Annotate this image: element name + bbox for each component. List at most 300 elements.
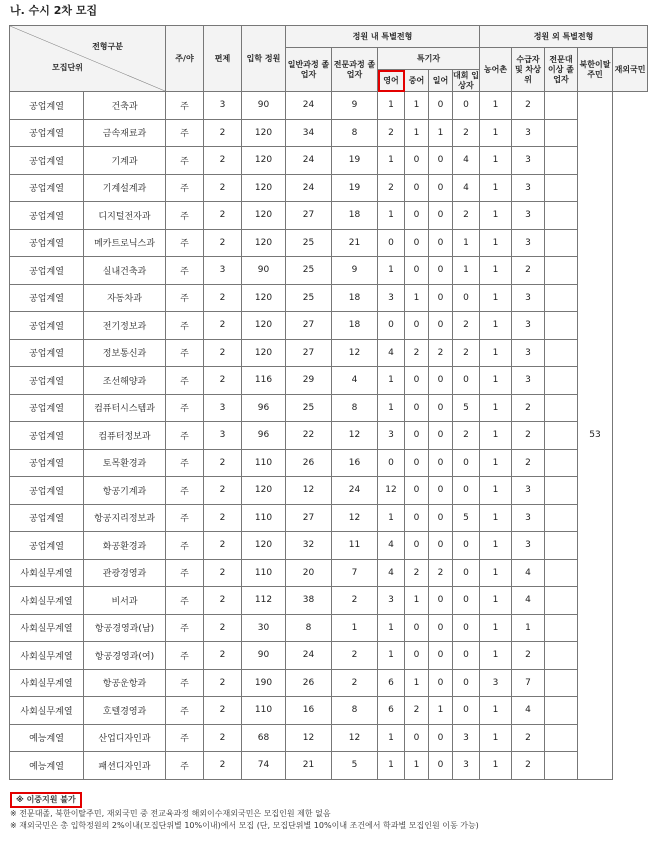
cell-c6: 32 [286,532,332,560]
cell-c2: 금속재료과 [84,119,166,147]
cell-c11: 0 [453,449,480,477]
cell-c9: 2 [405,339,429,367]
cell-c9: 0 [405,367,429,395]
cell-c10: 0 [429,669,453,697]
cell-c1: 예능계열 [10,752,84,780]
cell-c13: 3 [512,532,545,560]
cell-c8: 1 [378,367,405,395]
cell-c10: 0 [429,614,453,642]
cell-c12: 1 [480,752,512,780]
cell-c12: 1 [480,559,512,587]
cell-c10: 0 [429,229,453,257]
cell-c14 [545,477,578,505]
cell-c1: 공업계열 [10,449,84,477]
cell-c10: 2 [429,339,453,367]
cell-c4: 2 [204,174,242,202]
cell-c10: 0 [429,724,453,752]
cell-c4: 2 [204,752,242,780]
cell-c6: 8 [286,614,332,642]
cell-c7: 4 [332,367,378,395]
header-vocational: 전문과정 졸업자 [332,48,378,92]
cell-c1: 공업계열 [10,367,84,395]
cell-c5: 120 [242,477,286,505]
cell-c11: 2 [453,312,480,340]
cell-c1: 사회실무계열 [10,559,84,587]
cell-c8: 2 [378,174,405,202]
cell-c3: 주 [166,312,204,340]
cell-c1: 공업계열 [10,147,84,175]
cell-c3: 주 [166,367,204,395]
cell-c3: 주 [166,752,204,780]
cell-c14 [545,339,578,367]
cell-c1: 공업계열 [10,202,84,230]
cell-c10: 0 [429,642,453,670]
cell-c8: 1 [378,752,405,780]
cell-c9: 0 [405,312,429,340]
cell-c7: 1 [332,614,378,642]
cell-c1: 사회실무계열 [10,587,84,615]
cell-c12: 1 [480,422,512,450]
cell-c5: 110 [242,449,286,477]
cell-c7: 11 [332,532,378,560]
cell-c1: 공업계열 [10,339,84,367]
cell-c8: 2 [378,119,405,147]
cell-c9: 1 [405,119,429,147]
cell-c7: 9 [332,257,378,285]
cell-c10: 2 [429,559,453,587]
cell-c4: 2 [204,614,242,642]
cell-c6: 25 [286,257,332,285]
cell-c9: 0 [405,229,429,257]
cell-c1: 공업계열 [10,394,84,422]
cell-c14 [545,174,578,202]
cell-c10: 0 [429,422,453,450]
cell-c1: 공업계열 [10,504,84,532]
cell-c6: 24 [286,642,332,670]
cell-c13: 3 [512,284,545,312]
cell-c10: 0 [429,394,453,422]
cell-c14 [545,312,578,340]
table-row [10,202,648,230]
cell-c13: 4 [512,587,545,615]
table-row [10,339,648,367]
table-row [10,147,648,175]
cell-c4: 2 [204,229,242,257]
cell-c10: 0 [429,284,453,312]
cell-c11: 2 [453,422,480,450]
section-title: 나. 수시 2차 모집 [10,4,98,17]
cell-c13: 7 [512,669,545,697]
cell-c3: 주 [166,559,204,587]
cell-c1: 공업계열 [10,477,84,505]
cell-c1: 공업계열 [10,257,84,285]
cell-c12: 1 [480,257,512,285]
table-row [10,559,648,587]
cell-c4: 3 [204,422,242,450]
cell-c7: 8 [332,394,378,422]
cell-c2: 패션디자인과 [84,752,166,780]
cell-c7: 2 [332,669,378,697]
cell-c1: 사회실무계열 [10,642,84,670]
table-row [10,642,648,670]
cell-c2: 산업디자인과 [84,724,166,752]
cell-c5: 96 [242,394,286,422]
cell-c14 [545,669,578,697]
cell-c8: 4 [378,559,405,587]
cell-c12: 1 [480,174,512,202]
header-overseas: 재외국민 [613,48,648,92]
cell-c11: 4 [453,147,480,175]
cell-c3: 주 [166,202,204,230]
cell-c14 [545,752,578,780]
cell-c7: 2 [332,642,378,670]
cell-c13: 3 [512,147,545,175]
cell-c7: 19 [332,147,378,175]
cell-c1: 사회실무계열 [10,614,84,642]
cell-c6: 16 [286,697,332,725]
cell-c1: 공업계열 [10,174,84,202]
note-unlimited: ※ 전문대졸, 북한이탈주민, 재외국민 중 전교육과정 해외이수재외국민은 모집인원 제한 없음 [10,809,331,818]
cell-c8: 0 [378,229,405,257]
cell-c6: 12 [286,477,332,505]
cell-c8: 1 [378,724,405,752]
cell-c2: 자동차과 [84,284,166,312]
cell-c5: 120 [242,532,286,560]
cell-c12: 1 [480,229,512,257]
cell-c12: 1 [480,339,512,367]
cell-c13: 2 [512,422,545,450]
cell-c13: 3 [512,119,545,147]
cell-c2: 조선해양과 [84,367,166,395]
cell-c11: 2 [453,119,480,147]
cell-c4: 2 [204,504,242,532]
cell-c10: 0 [429,147,453,175]
table-row [10,92,648,120]
cell-c4: 3 [204,92,242,120]
table-row [10,724,648,752]
header-unit: 모집단위 [52,63,83,72]
cell-c12: 1 [480,642,512,670]
header-welfare: 수급자 및 차상위 [512,48,545,92]
cell-c11: 0 [453,532,480,560]
cell-c1: 사회실무계열 [10,669,84,697]
cell-c9: 0 [405,174,429,202]
cell-c4: 3 [204,257,242,285]
cell-c1: 공업계열 [10,422,84,450]
cell-c9: 1 [405,92,429,120]
cell-c6: 24 [286,174,332,202]
table-row [10,422,648,450]
table-row [10,312,648,340]
cell-c2: 화공환경과 [84,532,166,560]
cell-c2: 항공경영과(남) [84,614,166,642]
cell-c10: 0 [429,504,453,532]
cell-c14 [545,284,578,312]
cell-c13: 3 [512,477,545,505]
cell-c10: 1 [429,119,453,147]
header-special-talent: 특기자 [378,48,480,70]
cell-c3: 주 [166,587,204,615]
header-years: 편제 [204,26,242,92]
cell-c7: 12 [332,504,378,532]
cell-c10: 0 [429,257,453,285]
cell-c7: 19 [332,174,378,202]
header-diagonal-cell [10,26,166,92]
cell-c12: 3 [480,669,512,697]
cell-c6: 38 [286,587,332,615]
cell-c1: 공업계열 [10,119,84,147]
cell-c2: 컴퓨터시스템과 [84,394,166,422]
cell-c12: 1 [480,477,512,505]
cell-c14 [545,532,578,560]
cell-c2: 항공기계과 [84,477,166,505]
cell-c3: 주 [166,477,204,505]
cell-c5: 120 [242,339,286,367]
cell-c9: 0 [405,422,429,450]
cell-c6: 26 [286,449,332,477]
cell-c14 [545,724,578,752]
table-row [10,119,648,147]
cell-c11: 5 [453,394,480,422]
cell-c7: 8 [332,119,378,147]
cell-c4: 3 [204,394,242,422]
cell-c4: 2 [204,147,242,175]
table-row [10,449,648,477]
cell-c5: 74 [242,752,286,780]
cell-c6: 34 [286,119,332,147]
cell-c6: 25 [286,229,332,257]
table-row [10,367,648,395]
cell-c12: 1 [480,119,512,147]
cell-c1: 사회실무계열 [10,697,84,725]
cell-c5: 110 [242,504,286,532]
cell-c3: 주 [166,669,204,697]
header-defector: 북한이탈 주민 [578,48,613,92]
table-row [10,477,648,505]
header-chinese: 중어 [405,70,429,92]
cell-c3: 주 [166,504,204,532]
cell-c10: 0 [429,92,453,120]
cell-c3: 주 [166,339,204,367]
cell-c5: 120 [242,312,286,340]
cell-c12: 1 [480,724,512,752]
cell-c9: 0 [405,394,429,422]
cell-c9: 0 [405,504,429,532]
cell-c10: 0 [429,532,453,560]
cell-c13: 4 [512,697,545,725]
header-general: 일반과정 졸업자 [286,48,332,92]
table-row [10,284,648,312]
cell-c5: 120 [242,202,286,230]
cell-c8: 4 [378,339,405,367]
cell-c9: 0 [405,257,429,285]
cell-c12: 1 [480,504,512,532]
cell-c7: 12 [332,724,378,752]
table-row [10,504,648,532]
cell-c6: 27 [286,504,332,532]
cell-c14 [545,257,578,285]
cell-c3: 주 [166,284,204,312]
cell-c13: 1 [512,614,545,642]
cell-c7: 2 [332,587,378,615]
cell-c5: 120 [242,174,286,202]
cell-c3: 주 [166,229,204,257]
table-row [10,614,648,642]
cell-c4: 2 [204,669,242,697]
cell-c6: 20 [286,559,332,587]
cell-c7: 24 [332,477,378,505]
cell-c11: 4 [453,174,480,202]
cell-c10: 0 [429,367,453,395]
header-english: 영어 [378,70,405,92]
cell-c12: 1 [480,697,512,725]
header-type: 전형구분 [92,42,123,51]
header-capacity: 입학 정원 [242,26,286,92]
cell-c4: 2 [204,697,242,725]
cell-c4: 2 [204,559,242,587]
header-farm: 농어촌 [480,48,512,92]
cell-c11: 3 [453,724,480,752]
cell-c5: 110 [242,559,286,587]
cell-c12: 1 [480,532,512,560]
cell-c14 [545,119,578,147]
cell-c12: 1 [480,367,512,395]
cell-c14 [545,92,578,120]
cell-c5: 120 [242,119,286,147]
cell-c3: 주 [166,532,204,560]
cell-c7: 21 [332,229,378,257]
cell-c4: 2 [204,367,242,395]
cell-c14 [545,394,578,422]
note-overseas-quota: ※ 재외국민은 총 입학정원의 2%이내(모집단위별 10%이내)에서 모집 (단, 모집단위별 10%이내 조건에서 학과별 모집인원 이동 가능) [10,821,479,830]
cell-c5: 112 [242,587,286,615]
cell-c12: 1 [480,312,512,340]
cell-c11: 0 [453,614,480,642]
cell-c2: 호텔경영과 [84,697,166,725]
cell-c12: 1 [480,449,512,477]
cell-c9: 0 [405,532,429,560]
cell-c6: 29 [286,367,332,395]
cell-c8: 12 [378,477,405,505]
cell-c13: 2 [512,752,545,780]
cell-c11: 0 [453,587,480,615]
cell-c12: 1 [480,394,512,422]
cell-c4: 2 [204,312,242,340]
cell-c1: 예능계열 [10,724,84,752]
cell-c9: 0 [405,147,429,175]
cell-c11: 0 [453,367,480,395]
cell-c8: 1 [378,394,405,422]
cell-c12: 1 [480,147,512,175]
cell-c13: 3 [512,367,545,395]
cell-c11: 0 [453,477,480,505]
cell-c14 [545,697,578,725]
cell-c9: 0 [405,614,429,642]
cell-c13: 4 [512,559,545,587]
cell-c2: 관광경영과 [84,559,166,587]
cell-c4: 2 [204,587,242,615]
cell-c6: 27 [286,339,332,367]
cell-c9: 0 [405,202,429,230]
cell-c13: 3 [512,202,545,230]
cell-c13: 2 [512,394,545,422]
table-row [10,257,648,285]
cell-c10: 0 [429,752,453,780]
table-row [10,587,648,615]
cell-c7: 7 [332,559,378,587]
cell-c3: 주 [166,642,204,670]
table-row [10,394,648,422]
cell-c7: 18 [332,284,378,312]
cell-c7: 5 [332,752,378,780]
cell-c2: 메카트로닉스과 [84,229,166,257]
cell-c7: 12 [332,339,378,367]
cell-c2: 항공지리정보과 [84,504,166,532]
cell-c2: 비서과 [84,587,166,615]
cell-c8: 0 [378,449,405,477]
cell-c3: 주 [166,174,204,202]
cell-c11: 0 [453,92,480,120]
table-row [10,229,648,257]
header-college-grad: 전문대 이상 졸업자 [545,48,578,92]
cell-c7: 16 [332,449,378,477]
cell-c6: 24 [286,147,332,175]
table-row [10,752,648,780]
cell-c4: 2 [204,642,242,670]
cell-c3: 주 [166,119,204,147]
cell-c3: 주 [166,92,204,120]
cell-c8: 6 [378,697,405,725]
cell-c13: 3 [512,339,545,367]
cell-c4: 2 [204,202,242,230]
cell-c4: 2 [204,119,242,147]
cell-c11: 2 [453,202,480,230]
cell-c4: 2 [204,724,242,752]
cell-c11: 0 [453,642,480,670]
header-out-quota: 정원 외 특별전형 [480,26,648,48]
cell-c11: 2 [453,339,480,367]
cell-c11: 1 [453,229,480,257]
cell-c3: 주 [166,422,204,450]
cell-c2: 기계설계과 [84,174,166,202]
cell-c9: 0 [405,642,429,670]
cell-c14 [545,614,578,642]
cell-c1: 공업계열 [10,312,84,340]
cell-c2: 실내건축과 [84,257,166,285]
cell-c7: 18 [332,312,378,340]
note-no-double-apply: ※ 이중지원 불가 [10,792,82,808]
cell-c7: 18 [332,202,378,230]
cell-c14 [545,367,578,395]
cell-c9: 2 [405,697,429,725]
cell-c9: 1 [405,669,429,697]
cell-c13: 3 [512,312,545,340]
cell-c10: 0 [429,477,453,505]
cell-c3: 주 [166,697,204,725]
cell-c2: 디지털전자과 [84,202,166,230]
table-row [10,669,648,697]
cell-c6: 21 [286,752,332,780]
cell-c6: 22 [286,422,332,450]
cell-c5: 120 [242,147,286,175]
cell-c14 [545,147,578,175]
cell-c8: 1 [378,202,405,230]
cell-c3: 주 [166,257,204,285]
cell-c11: 0 [453,284,480,312]
cell-c2: 건축과 [84,92,166,120]
cell-c6: 24 [286,92,332,120]
cell-c8: 3 [378,422,405,450]
